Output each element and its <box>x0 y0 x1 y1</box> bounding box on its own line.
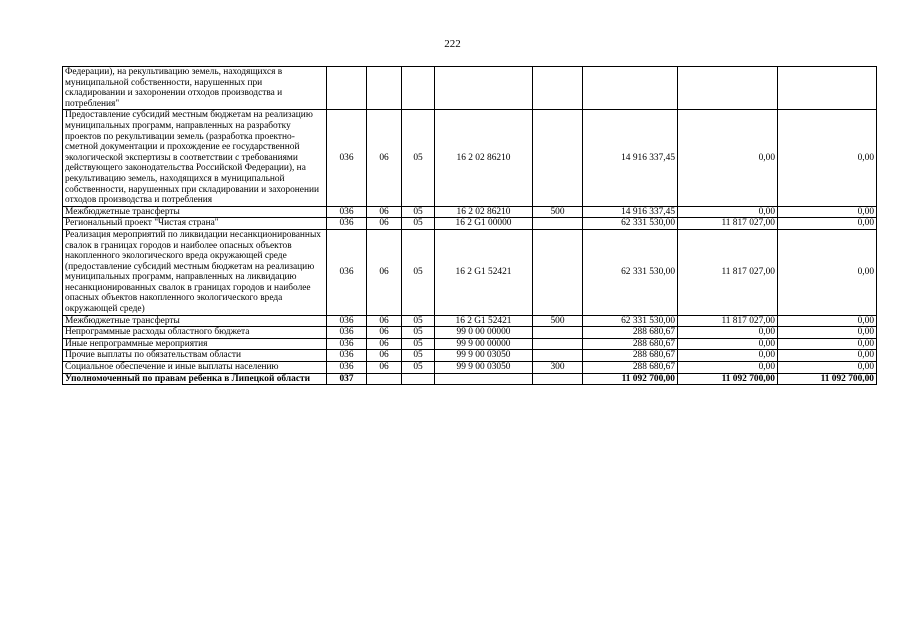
ministry-code: 036 <box>327 218 367 230</box>
section-code <box>367 373 402 385</box>
amount-year-2: 0,00 <box>678 362 778 374</box>
amount-year-1: 14 916 337,45 <box>583 110 678 206</box>
amount-year-2: 0,00 <box>678 206 778 218</box>
target-article-code: 99 9 00 00000 <box>435 338 533 350</box>
expense-type-code <box>533 350 583 362</box>
section-code: 06 <box>367 218 402 230</box>
subsection-code: 05 <box>402 338 435 350</box>
amount-year-2: 11 817 027,00 <box>678 218 778 230</box>
row-name: Иные непрограммные мероприятия <box>63 338 327 350</box>
ministry-code: 036 <box>327 206 367 218</box>
amount-year-3: 0,00 <box>778 206 877 218</box>
table-row <box>63 229 877 315</box>
expense-type-code <box>533 110 583 206</box>
table-body <box>63 67 877 385</box>
amount-year-1 <box>583 67 678 110</box>
ministry-code: 036 <box>327 229 367 315</box>
amount-year-1: 288 680,67 <box>583 350 678 362</box>
subsection-code: 05 <box>402 350 435 362</box>
amount-year-2: 11 817 027,00 <box>678 315 778 327</box>
amount-year-2: 0,00 <box>678 327 778 339</box>
expense-type-code <box>533 218 583 230</box>
expense-type-code <box>533 327 583 339</box>
amount-year-1: 14 916 337,45 <box>583 206 678 218</box>
table-row <box>63 350 877 362</box>
row-name: Уполномоченный по правам ребенка в Липецкой области <box>63 373 327 385</box>
ministry-code: 037 <box>327 373 367 385</box>
amount-year-2: 11 092 700,00 <box>678 373 778 385</box>
budget-table <box>62 66 877 385</box>
amount-year-2 <box>678 67 778 110</box>
expense-type-code: 500 <box>533 206 583 218</box>
amount-year-3: 0,00 <box>778 338 877 350</box>
section-code: 06 <box>367 338 402 350</box>
section-code: 06 <box>367 315 402 327</box>
ministry-code: 036 <box>327 315 367 327</box>
table-row <box>63 338 877 350</box>
row-name: Межбюджетные трансферты <box>63 315 327 327</box>
amount-year-1: 288 680,67 <box>583 362 678 374</box>
amount-year-3: 0,00 <box>778 315 877 327</box>
ministry-code: 036 <box>327 327 367 339</box>
ministry-code <box>327 67 367 110</box>
amount-year-3: 0,00 <box>778 110 877 206</box>
section-code: 06 <box>367 229 402 315</box>
amount-year-2: 11 817 027,00 <box>678 229 778 315</box>
section-code: 06 <box>367 327 402 339</box>
subsection-code: 05 <box>402 327 435 339</box>
expense-type-code <box>533 373 583 385</box>
row-name: Реализация мероприятий по ликвидации несанкционированных свалок в границах городов и наиболее опасных объектов накопленного экологического вреда окружающей среде (предоставление субсидий местным бюджетам на реализацию муниципальных программ, направленных на ликвидацию несанкционированных свалок в границах городов и наиболее опасных объектов накопленного экологического вреда окружающей среде) <box>63 229 327 315</box>
table-row <box>63 218 877 230</box>
target-article-code: 16 2 G1 00000 <box>435 218 533 230</box>
amount-year-1: 11 092 700,00 <box>583 373 678 385</box>
row-name: Прочие выплаты по обязательствам области <box>63 350 327 362</box>
expense-type-code <box>533 338 583 350</box>
row-name: Федерации), на рекультивацию земель, находящихся в муниципальной собственности, нарушенных при складировании и захоронении отходов производства и потребления" <box>63 67 327 110</box>
table-row <box>63 373 877 385</box>
amount-year-1: 62 331 530,00 <box>583 218 678 230</box>
subsection-code: 05 <box>402 206 435 218</box>
amount-year-1: 288 680,67 <box>583 327 678 339</box>
subsection-code: 05 <box>402 229 435 315</box>
target-article-code <box>435 373 533 385</box>
expense-type-code <box>533 67 583 110</box>
amount-year-1: 288 680,67 <box>583 338 678 350</box>
amount-year-2: 0,00 <box>678 350 778 362</box>
section-code <box>367 67 402 110</box>
row-name: Непрограммные расходы областного бюджета <box>63 327 327 339</box>
section-code: 06 <box>367 206 402 218</box>
expense-type-code <box>533 229 583 315</box>
expense-type-code: 500 <box>533 315 583 327</box>
amount-year-3: 0,00 <box>778 362 877 374</box>
amount-year-3 <box>778 67 877 110</box>
ministry-code: 036 <box>327 110 367 206</box>
subsection-code: 05 <box>402 315 435 327</box>
table-row <box>63 67 877 110</box>
table-row <box>63 362 877 374</box>
table-row <box>63 206 877 218</box>
page-number: 222 <box>444 38 461 50</box>
amount-year-3: 0,00 <box>778 350 877 362</box>
ministry-code: 036 <box>327 362 367 374</box>
subsection-code: 05 <box>402 110 435 206</box>
target-article-code: 16 2 G1 52421 <box>435 315 533 327</box>
amount-year-2: 0,00 <box>678 110 778 206</box>
table-row <box>63 110 877 206</box>
amount-year-2: 0,00 <box>678 338 778 350</box>
amount-year-3: 0,00 <box>778 327 877 339</box>
table-row <box>63 327 877 339</box>
subsection-code <box>402 373 435 385</box>
row-name: Предоставление субсидий местным бюджетам на реализацию муниципальных программ, направленных на разработку проектов по рекультивации земель (разработка проектно-сметной документации и прохождение ее государственной экологической экспертизы в соответствии с требованиями действующего законодательства Российской Федерации), на рекультивацию земель, находящихся в муниципальной собственности, нарушенных при складировании и захоронении отходов производства и потребления <box>63 110 327 206</box>
target-article-code: 16 2 02 86210 <box>435 110 533 206</box>
section-code: 06 <box>367 362 402 374</box>
target-article-code <box>435 67 533 110</box>
target-article-code: 99 0 00 00000 <box>435 327 533 339</box>
subsection-code <box>402 67 435 110</box>
ministry-code: 036 <box>327 350 367 362</box>
target-article-code: 16 2 G1 52421 <box>435 229 533 315</box>
row-name: Социальное обеспечение и иные выплаты населению <box>63 362 327 374</box>
amount-year-3: 11 092 700,00 <box>778 373 877 385</box>
expense-type-code: 300 <box>533 362 583 374</box>
target-article-code: 16 2 02 86210 <box>435 206 533 218</box>
section-code: 06 <box>367 350 402 362</box>
subsection-code: 05 <box>402 362 435 374</box>
amount-year-3: 0,00 <box>778 218 877 230</box>
ministry-code: 036 <box>327 338 367 350</box>
amount-year-3: 0,00 <box>778 229 877 315</box>
amount-year-1: 62 331 530,00 <box>583 315 678 327</box>
target-article-code: 99 9 00 03050 <box>435 362 533 374</box>
amount-year-1: 62 331 530,00 <box>583 229 678 315</box>
section-code: 06 <box>367 110 402 206</box>
row-name: Межбюджетные трансферты <box>63 206 327 218</box>
table-row <box>63 315 877 327</box>
row-name: Региональный проект "Чистая страна" <box>63 218 327 230</box>
target-article-code: 99 9 00 03050 <box>435 350 533 362</box>
subsection-code: 05 <box>402 218 435 230</box>
